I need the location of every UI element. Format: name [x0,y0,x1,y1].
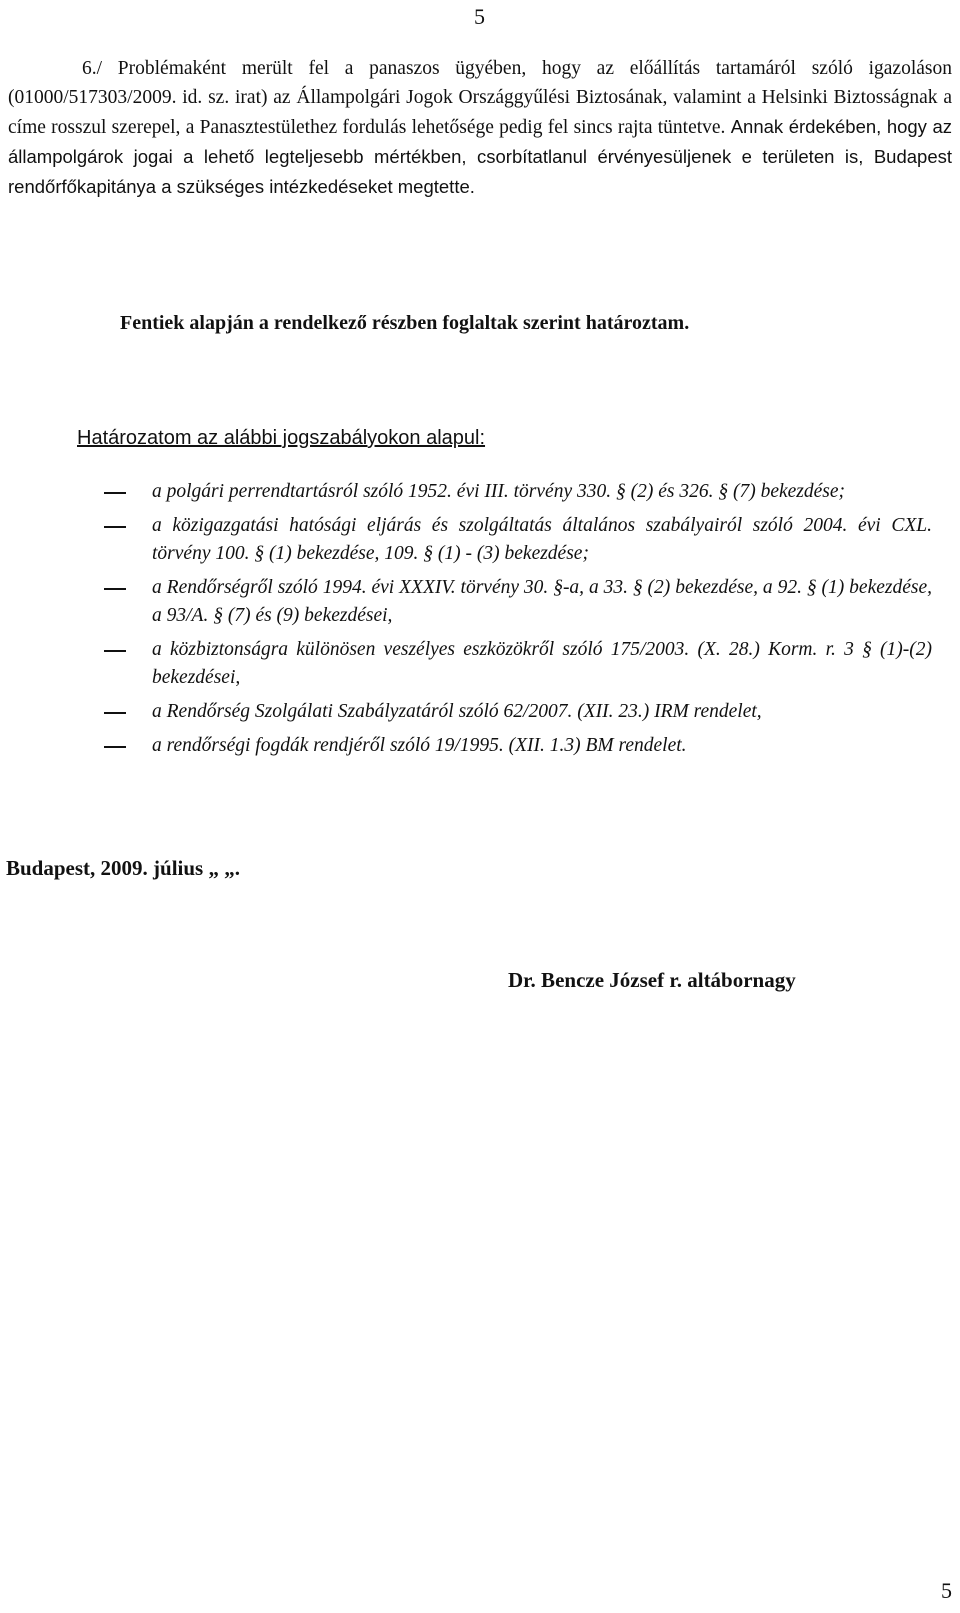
list-item-text: a rendőrségi fogdák rendjéről szóló 19/1995. (XII. 1.3) BM rendelet. [152,735,687,756]
paragraph-6-serif-text: 6./ Problémaként merült fel a panaszos ügyében, hogy az előállítás tartamáról szóló igazoláson (01000/517303/2009. id. sz. irat) az Állampolgári Jogok Országgyűlési Biztosának, valamint a Helsinki Biztosságnak a címe rosszul szerepel, a Panasztestülethez fordulás lehetősége pedig fel sincs rajta tüntetve. [8,58,952,138]
list-item [100,574,932,630]
list-item [100,478,932,506]
list-item [100,732,932,760]
list-item-text: a polgári perrendtartásról szóló 1952. évi III. törvény 330. § (2) és 326. § (7) bekezdése; [152,481,846,502]
legal-basis-heading: Határozatom az alábbi jogszabályokon alapul: [77,427,486,449]
list-item [100,636,932,692]
paragraph-6 [8,54,952,202]
place-and-date: Budapest, 2009. július „ „. [6,856,240,880]
list-item-text: a közbiztonságra különösen veszélyes eszközökről szóló 175/2003. (X. 28.) Korm. r. 3 § (1)-(2) bekezdései, [152,639,932,688]
dash-bullet-icon [104,588,126,590]
list-item [100,512,932,568]
dash-bullet-icon [104,492,126,494]
list-item-text: a Rendőrség Szolgálati Szabályzatáról szóló 62/2007. (XII. 23.) IRM rendelet, [152,701,762,722]
dash-bullet-icon [104,746,126,748]
list-item-text: a közigazgatási hatósági eljárás és szolgáltatás általános szabályairól szóló 2004. évi CXL. törvény 100. § (1) bekezdése, 109. § (1) - (3) bekezdése; [152,515,932,564]
page-number-top: 5 [474,4,485,29]
legal-basis-list [100,478,932,766]
list-item [100,698,932,726]
dash-bullet-icon [104,712,126,714]
decision-statement: Fentiek alapján a rendelkező részben foglaltak szerint határoztam. [120,312,690,334]
page-number-bottom: 5 [941,1578,952,1603]
dash-bullet-icon [104,526,126,528]
list-item-text: a Rendőrségről szóló 1994. évi XXXIV. törvény 30. §-a, a 33. § (2) bekezdése, a 92. § (1) bekezdése, a 93/A. § (7) és (9) bekezdései, [152,577,932,626]
signature-name: Dr. Bencze József r. altábornagy [508,968,796,992]
dash-bullet-icon [104,650,126,652]
paragraph-6-sans-text: Annak érdekében, hogy az állampolgárok jogai a lehető legteljesebb mértékben, csorbítatlanul érvényesüljenek e területen is, Budapest rendőrfőkapitánya a szükséges intézkedéseket megtette. [8,116,953,197]
